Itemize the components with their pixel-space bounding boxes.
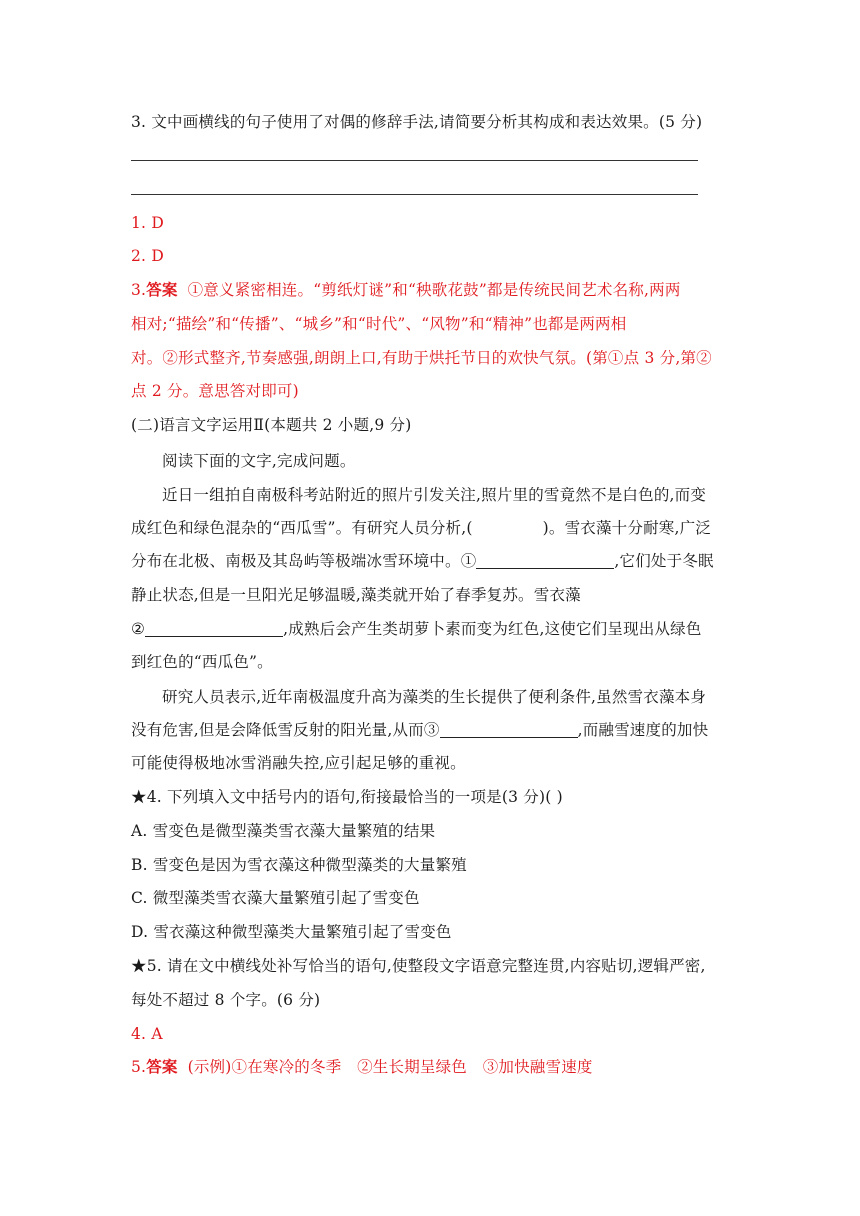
fill-blank-1 (476, 552, 614, 569)
answer-label: 答案 (146, 1057, 178, 1076)
fill-blank-2 (145, 620, 283, 637)
answer-5 (131, 1057, 593, 1077)
passage-text: 分布在北极、南极及其岛屿等极端冰雪环境中。 (131, 552, 461, 570)
option-c: C. 微型藻类雪衣藻大量繁殖引起了雪变色 (131, 889, 420, 907)
answer-2: 2. D (131, 247, 164, 265)
blank-marker-1: ① (460, 552, 477, 570)
question-5-line-1: ★5. 请在文中横线处补写恰当的语句,使整段文字语意完整连贯,内容贴切,逻辑严密, (131, 957, 706, 975)
option-b: B. 雪变色是因为雪衣藻这种微型藻类的大量繁殖 (131, 856, 467, 874)
passage-intro: 阅读下面的文字,完成问题。 (162, 452, 356, 470)
option-d: D. 雪衣藻这种微型藻类大量繁殖引起了雪变色 (131, 923, 452, 941)
question-3: 3. 文中画横线的句子使用了对偶的修辞手法,请简要分析其构成和表达效果。(5 分) (131, 113, 703, 131)
answer-5-text: (示例)①在寒冷的冬季 ②生长期呈绿色 ③加快融雪速度 (187, 1058, 593, 1076)
section-heading: (二)语言文字运用Ⅱ(本题共 2 小题,9 分) (131, 416, 412, 434)
answer-3-line-3: 对。②形式整齐,节奏感强,朗朗上口,有助于烘托节日的欢快气氛。(第①点 3 分,第② (131, 349, 712, 367)
answer-3-text: ①意义紧密相连。“剪纸灯谜”和“秧歌花鼓”都是传统民间艺术名称,两两 (187, 281, 681, 299)
passage-text: 成红色和绿色混杂的“西瓜雪”。有研究人员分析,( (131, 519, 473, 537)
passage-p2-line-2 (131, 720, 708, 740)
question-4-stem: ★4. 下列填入文中括号内的语句,衔接最恰当的一项是(3 分)( ) (131, 788, 563, 806)
passage-text: )。雪衣藻十分耐寒,广泛 (542, 519, 711, 537)
answer-line-1 (131, 160, 698, 161)
answer-3-line-1 (131, 280, 681, 300)
answer-5-number: 5. (131, 1058, 147, 1076)
fill-blank-3 (440, 721, 578, 738)
answer-4: 4. A (131, 1025, 163, 1043)
answer-label: 答案 (146, 280, 178, 299)
answer-3-line-2: 相对;“描绘”和“传播”、“城乡”和“时代”、“风物”和“精神”也都是两两相 (131, 315, 627, 333)
passage-text: ,成熟后会产生类胡萝卜素而变为红色,这使它们呈现出从绿色 (283, 620, 702, 638)
passage-p1-line-5 (131, 619, 702, 639)
passage-p2-line-3: 可能使得极地冰雪消融失控,应引起足够的重视。 (131, 754, 466, 772)
question-5-line-2: 每处不超过 8 个字。(6 分) (131, 991, 321, 1009)
answer-line-2 (131, 194, 698, 195)
passage-text: 没有危害,但是会降低雪反射的阳光量,从而 (131, 721, 424, 739)
option-a: A. 雪变色是微型藻类雪衣藻大量繁殖的结果 (131, 822, 436, 840)
passage-p1-line-3 (131, 551, 714, 571)
blank-marker-2: ② (131, 620, 146, 638)
blank-marker-3: ③ (423, 721, 440, 739)
passage-p1-line-1: 近日一组拍自南极科考站附近的照片引发关注,照片里的雪竟然不是白色的,而变 (162, 486, 707, 504)
passage-text: ,它们处于冬眠 (614, 552, 714, 570)
passage-text: ,而融雪速度的加快 (577, 721, 709, 739)
passage-p2-line-1: 研究人员表示,近年南极温度升高为藻类的生长提供了便利条件,虽然雪衣藻本身 (162, 688, 707, 706)
passage-p1-line-2 (131, 518, 711, 538)
passage-p1-line-4: 静止状态,但是一旦阳光足够温暖,藻类就开始了春季复苏。雪衣藻 (131, 586, 581, 604)
answer-1: 1. D (131, 214, 164, 232)
answer-3-number: 3. (131, 281, 147, 299)
passage-p1-line-6: 到红色的“西瓜色”。 (131, 653, 273, 671)
answer-3-line-4: 点 2 分。意思答对即可) (131, 382, 299, 400)
